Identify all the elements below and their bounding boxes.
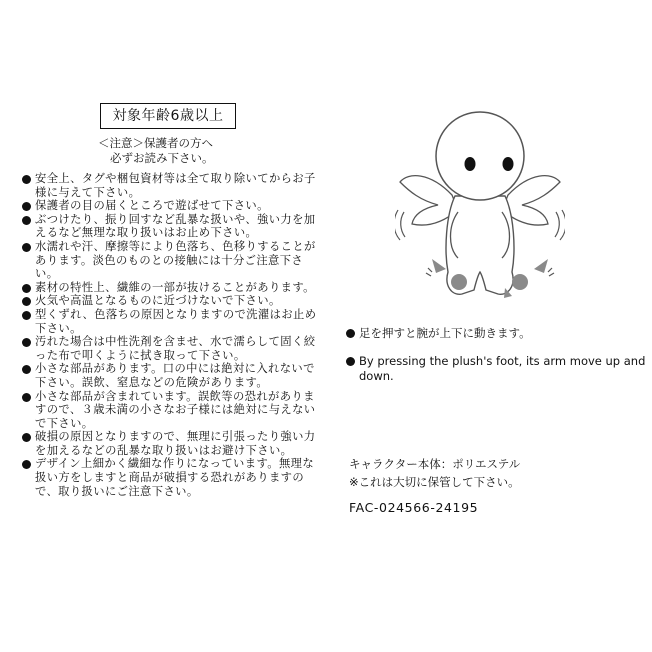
warning-item: デザイン上細かく繊細な作りになっています。無理な扱い方をしますと商品が破損する恐れがありますので、取り扱いにご注意下さい。	[21, 457, 317, 498]
plush-eye	[503, 157, 514, 171]
material-info	[349, 455, 520, 491]
warning-item: 小さな部品が含まれています。誤飲等の恐れがありますので、３歳未満の小さなお子様には絶対に与えないで下さい。	[21, 390, 317, 431]
warning-item: 火気や高温となるものに近づけないで下さい。	[21, 294, 317, 308]
warning-item: 型くずれ、色落ちの原因となりますので洗濯はお止め下さい。	[21, 308, 317, 335]
plush-head	[436, 112, 524, 200]
guardian-note-line: 必ずお読み下さい。	[110, 151, 214, 165]
keep-note: ※これは大切に保管して下さい。	[349, 475, 520, 489]
material-text: キャラクター本体：ポリエステル	[349, 457, 521, 471]
warning-item: ぶつけたり、振り回すなど乱暴な扱いや、強い力を加えるなど無理な取り扱いはお止め下さい。	[21, 213, 317, 240]
feature-note-en: By pressing the plush's foot, its arm move up and down.	[345, 354, 652, 384]
warning-item: 水濡れや汗、摩擦等により色落ち、色移りすることがあります。淡色のものとの接触には十分ご注意下さい。	[21, 240, 317, 281]
warning-item: 汚れた場合は中性洗剤を含ませ、水で濡らして固く絞った布で叩くように拭き取って下さい。	[21, 335, 317, 362]
product-code: FAC-024566-24195	[349, 500, 479, 515]
feature-note-jp: 足を押すと腕が上下に動きます。	[345, 326, 531, 341]
warning-item: 小さな部品があります。口の中には絶対に入れないで下さい。誤飲、窒息などの危険があります。	[21, 362, 317, 389]
warning-item: 安全上、タグや梱包資材等は全て取り除いてからお子様に与えて下さい。	[21, 172, 317, 199]
warning-list	[21, 172, 317, 498]
guardian-note-line: ＜注意＞保護者の方へ	[98, 136, 213, 150]
guardian-note	[98, 136, 214, 166]
warning-item: 素材の特性上、繊維の一部が抜けることがあります。	[21, 281, 317, 295]
age-label: 対象年齢6歳以上	[100, 103, 236, 129]
plush-illustration	[395, 100, 565, 305]
plush-eye	[465, 157, 476, 171]
foot-press-point	[512, 274, 528, 290]
foot-press-point	[451, 274, 467, 290]
warning-item: 破損の原因となりますので、無理に引張ったり強い力を加えるなどの乱暴な取り扱いはお避け下さい。	[21, 430, 317, 457]
warning-item: 保護者の目の届くところで遊ばせて下さい。	[21, 199, 317, 213]
